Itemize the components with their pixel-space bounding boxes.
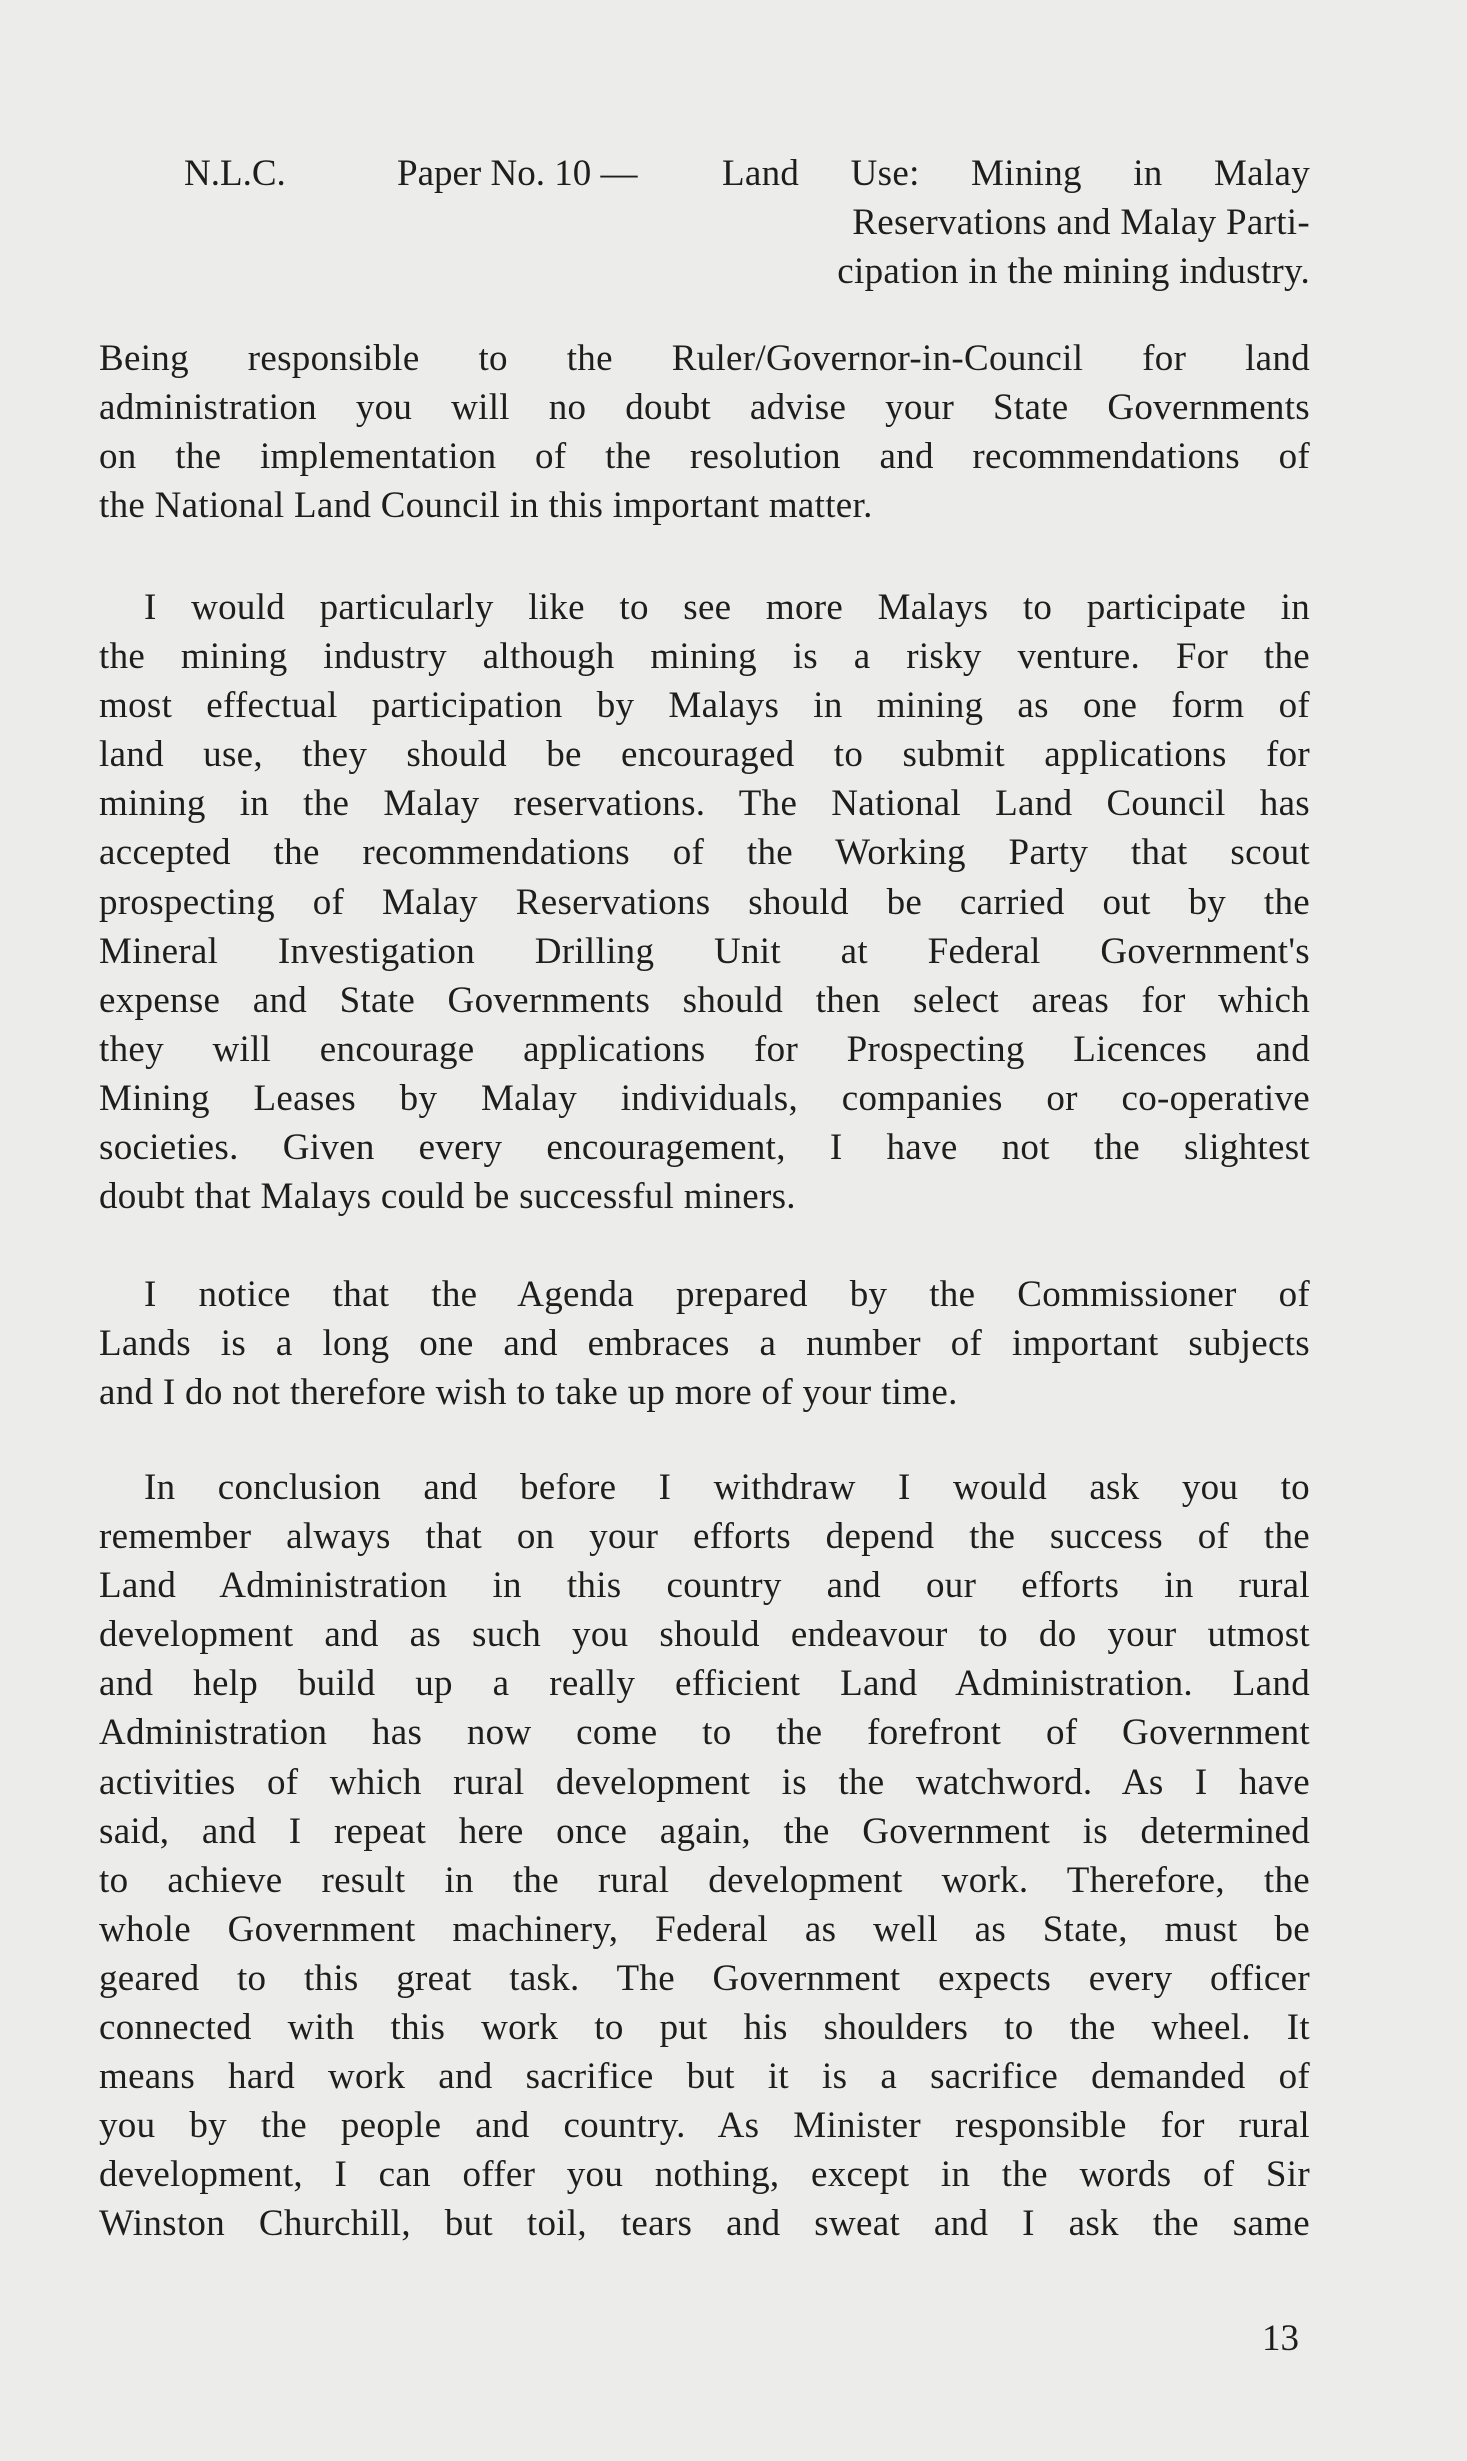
paragraph-1 [99, 334, 1310, 530]
text-line: most effectual participation by Malays in mining as one form of [99, 685, 1310, 727]
text-line: mining in the Malay reservations. The National Land Council has [99, 783, 1310, 825]
text-line: prospecting of Malay Reservations should be carried out by the [99, 881, 1310, 923]
text-line: administration you will no doubt advise your State Governments [99, 387, 1310, 429]
header-title [722, 149, 1310, 296]
text-line: development, I can offer you nothing, except in the words of Sir [99, 2154, 1310, 2196]
text-line: means hard work and sacrifice but it is a sacrifice demanded of [99, 2056, 1310, 2098]
paragraph-2 [99, 583, 1310, 1221]
header-series: N.L.C. [184, 153, 286, 194]
text-line: accepted the recommendations of the Working Party that scout [99, 832, 1310, 874]
text-line: Mining Leases by Malay individuals, companies or co-operative [99, 1077, 1310, 1119]
header-title-line: cipation in the mining industry. [837, 251, 1310, 293]
page-number: 13 [1262, 2318, 1299, 2359]
text-line: on the implementation of the resolution and recommendations of [99, 436, 1310, 478]
text-line: geared to this great task. The Government expects every officer [99, 1957, 1310, 1999]
text-line: they will encourage applications for Prospecting Licences and [99, 1028, 1310, 1070]
text-line: Mineral Investigation Drilling Unit at Federal Government's [99, 930, 1310, 972]
text-line: Lands is a long one and embraces a number of important subjects [99, 1323, 1310, 1365]
paragraph-3 [99, 1270, 1310, 1417]
text-line: development and as such you should endeavour to do your utmost [99, 1614, 1310, 1656]
paragraph-4 [99, 1463, 1310, 2249]
text-line: you by the people and country. As Minister responsible for rural [99, 2105, 1310, 2147]
header-title-line: Land Use: Mining in Malay [722, 153, 1310, 194]
text-line: doubt that Malays could be successful miners. [99, 1176, 796, 1218]
text-line: remember always that on your efforts depend the success of the [99, 1516, 1310, 1558]
text-line: connected with this work to put his shoulders to the wheel. It [99, 2007, 1310, 2049]
text-line: I notice that the Agenda prepared by the Commissioner of [144, 1274, 1310, 1315]
text-line: and help build up a really efficient Land Administration. Land [99, 1663, 1310, 1705]
text-line: whole Government machinery, Federal as well as State, must be [99, 1908, 1310, 1950]
text-line: Winston Churchill, but toil, tears and sweat and I ask the same [99, 2203, 1310, 2245]
text-line: and I do not therefore wish to take up more of your time. [99, 1372, 958, 1414]
text-line: Administration has now come to the forefront of Government [99, 1712, 1310, 1754]
text-line: expense and State Governments should then select areas for which [99, 979, 1310, 1021]
header-title-line: Reservations and Malay Parti- [852, 202, 1310, 244]
header-paper-number: Paper No. 10 — [397, 153, 638, 194]
text-line: said, and I repeat here once again, the Government is determined [99, 1810, 1310, 1852]
text-line: to achieve result in the rural development work. Therefore, the [99, 1859, 1310, 1901]
text-line: activities of which rural development is the watchword. As I have [99, 1761, 1310, 1803]
text-line: Being responsible to the Ruler/Governor-in-Council for land [99, 338, 1310, 379]
text-line: I would particularly like to see more Malays to participate in [144, 587, 1310, 628]
text-line: societies. Given every encouragement, I have not the slightest [99, 1127, 1310, 1169]
text-line: the mining industry although mining is a risky venture. For the [99, 636, 1310, 678]
text-line: Land Administration in this country and our efforts in rural [99, 1565, 1310, 1607]
text-line: In conclusion and before I withdraw I would ask you to [144, 1467, 1310, 1508]
text-line: the National Land Council in this important matter. [99, 485, 873, 527]
text-line: land use, they should be encouraged to submit applications for [99, 734, 1310, 776]
